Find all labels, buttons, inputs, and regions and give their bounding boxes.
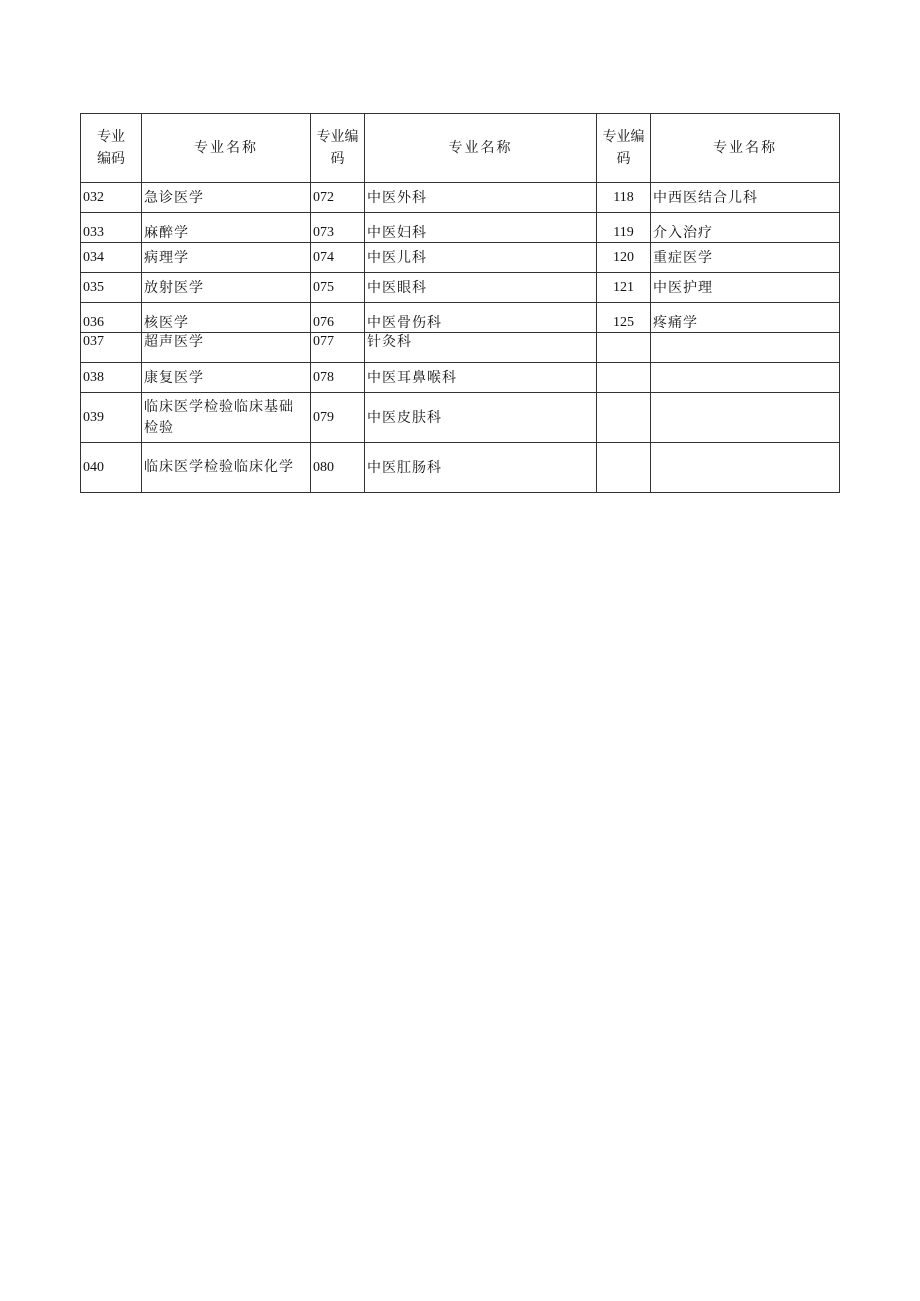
specialty-code-table	[80, 113, 840, 493]
cell-name-1: 病理学	[142, 243, 311, 273]
cell-name-3: 介入治疗	[651, 213, 840, 243]
cell-name-2: 中医外科	[365, 183, 597, 213]
cell-code-3	[597, 443, 651, 493]
table-row	[81, 213, 840, 243]
cell-name-3	[651, 443, 840, 493]
table-header-row	[81, 114, 840, 183]
header-code-3: 专业编码	[597, 114, 651, 183]
cell-code-1: 038	[81, 363, 142, 393]
cell-name-2: 针灸科	[365, 333, 597, 363]
cell-code-3: 119	[597, 213, 651, 243]
cell-name-2: 中医妇科	[365, 213, 597, 243]
cell-name-3: 中医护理	[651, 273, 840, 303]
cell-name-3: 中西医结合儿科	[651, 183, 840, 213]
cell-name-3: 疼痛学	[651, 303, 840, 333]
cell-code-1: 036	[81, 303, 142, 333]
table-row	[81, 333, 840, 363]
cell-code-2: 076	[311, 303, 365, 333]
table-row	[81, 183, 840, 213]
header-name-2: 专业名称	[365, 114, 597, 183]
cell-code-2: 075	[311, 273, 365, 303]
cell-code-1: 039	[81, 393, 142, 443]
cell-code-1: 032	[81, 183, 142, 213]
cell-name-1: 超声医学	[142, 333, 311, 363]
cell-name-2: 中医骨伤科	[365, 303, 597, 333]
cell-name-3	[651, 363, 840, 393]
cell-name-1: 放射医学	[142, 273, 311, 303]
table-row	[81, 303, 840, 333]
cell-name-3	[651, 393, 840, 443]
cell-name-1: 临床医学检验临床化学	[142, 443, 311, 493]
cell-code-3: 120	[597, 243, 651, 273]
cell-code-2: 078	[311, 363, 365, 393]
cell-name-2: 中医耳鼻喉科	[365, 363, 597, 393]
cell-code-3	[597, 333, 651, 363]
cell-name-1: 核医学	[142, 303, 311, 333]
cell-name-2: 中医肛肠科	[365, 443, 597, 493]
cell-code-3: 121	[597, 273, 651, 303]
table-row	[81, 243, 840, 273]
header-name-3: 专业名称	[651, 114, 840, 183]
table-row	[81, 363, 840, 393]
cell-name-2: 中医眼科	[365, 273, 597, 303]
cell-code-2: 072	[311, 183, 365, 213]
header-code-1: 专业编码	[81, 114, 142, 183]
cell-code-1: 037	[81, 333, 142, 363]
cell-code-1: 033	[81, 213, 142, 243]
cell-code-3: 118	[597, 183, 651, 213]
cell-name-3	[651, 333, 840, 363]
header-code-2: 专业编码	[311, 114, 365, 183]
cell-name-3: 重症医学	[651, 243, 840, 273]
table-row	[81, 273, 840, 303]
cell-code-2: 077	[311, 333, 365, 363]
cell-code-1: 040	[81, 443, 142, 493]
cell-code-1: 034	[81, 243, 142, 273]
cell-code-3	[597, 363, 651, 393]
cell-code-2: 080	[311, 443, 365, 493]
cell-name-1: 急诊医学	[142, 183, 311, 213]
cell-code-2: 073	[311, 213, 365, 243]
table-row	[81, 393, 840, 443]
cell-name-1: 康复医学	[142, 363, 311, 393]
cell-code-1: 035	[81, 273, 142, 303]
cell-name-2: 中医儿科	[365, 243, 597, 273]
header-name-1: 专业名称	[142, 114, 311, 183]
cell-code-2: 074	[311, 243, 365, 273]
cell-name-2: 中医皮肤科	[365, 393, 597, 443]
table-row	[81, 443, 840, 493]
cell-name-1: 麻醉学	[142, 213, 311, 243]
cell-code-3: 125	[597, 303, 651, 333]
cell-name-1: 临床医学检验临床基础检验	[142, 393, 311, 443]
cell-code-3	[597, 393, 651, 443]
cell-code-2: 079	[311, 393, 365, 443]
